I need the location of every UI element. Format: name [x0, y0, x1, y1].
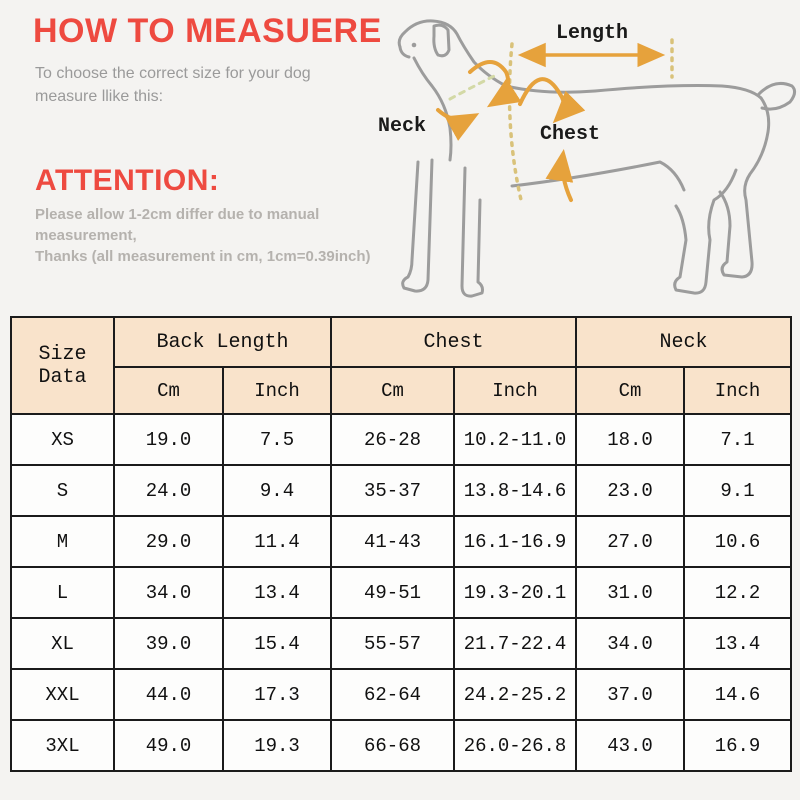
neck-cm: 27.0 [576, 516, 684, 567]
size-label: XXL [11, 669, 114, 720]
neck-cm: 23.0 [576, 465, 684, 516]
back-cm: 34.0 [114, 567, 223, 618]
page-title: HOW TO MEASUERE [33, 12, 382, 50]
back-inch: 19.3 [223, 720, 331, 771]
back-cm: 29.0 [114, 516, 223, 567]
chest-cm: 35-37 [331, 465, 454, 516]
neck-cm: 18.0 [576, 414, 684, 465]
chest-cm: 66-68 [331, 720, 454, 771]
unit-header-neck-cm: Cm [576, 367, 684, 414]
neck-inch: 12.2 [684, 567, 791, 618]
neck-inch: 7.1 [684, 414, 791, 465]
back-cm: 44.0 [114, 669, 223, 720]
size-label: M [11, 516, 114, 567]
unit-header-chest-cm: Cm [331, 367, 454, 414]
chest-cm: 49-51 [331, 567, 454, 618]
neck-cm: 37.0 [576, 669, 684, 720]
neck-inch: 13.4 [684, 618, 791, 669]
length-label: Length [555, 22, 629, 45]
back-inch: 17.3 [223, 669, 331, 720]
table-row-s [11, 465, 791, 516]
unit-header-back-inch: Inch [223, 367, 331, 414]
size-label: 3XL [11, 720, 114, 771]
table-row-m [11, 516, 791, 567]
attention-line2: Thanks (all measurement in cm, 1cm=0.39inch) [35, 248, 371, 265]
neck-cm: 43.0 [576, 720, 684, 771]
neck-inch: 9.1 [684, 465, 791, 516]
neck-cm: 34.0 [576, 618, 684, 669]
unit-header-neck-inch: Inch [684, 367, 791, 414]
chest-cm: 55-57 [331, 618, 454, 669]
size-chart-table [10, 316, 792, 772]
back-inch: 15.4 [223, 618, 331, 669]
table-row-xxl [11, 669, 791, 720]
neck-arrows [438, 62, 508, 120]
attention-note [35, 204, 395, 267]
chest-label: Chest [539, 123, 601, 146]
back-inch: 7.5 [223, 414, 331, 465]
size-label: S [11, 465, 114, 516]
back-cm: 24.0 [114, 465, 223, 516]
corner-size-data-cell: Size Data [11, 317, 114, 414]
back-inch: 11.4 [223, 516, 331, 567]
neck-inch: 14.6 [684, 669, 791, 720]
neck-label: Neck [378, 115, 427, 138]
neck-inch: 16.9 [684, 720, 791, 771]
attention-line1: Please allow 1-2cm differ due to manual measurement, [35, 206, 320, 244]
attention-heading: ATTENTION: [35, 164, 220, 197]
neck-cm: 31.0 [576, 567, 684, 618]
neck-inch: 10.6 [684, 516, 791, 567]
chest-cm: 26-28 [331, 414, 454, 465]
table-row-3xl [11, 720, 791, 771]
back-cm: 49.0 [114, 720, 223, 771]
back-cm: 19.0 [114, 414, 223, 465]
chest-inch: 10.2-11.0 [454, 414, 576, 465]
back-inch: 9.4 [223, 465, 331, 516]
chest-cm: 41-43 [331, 516, 454, 567]
back-inch: 13.4 [223, 567, 331, 618]
chest-inch: 16.1-16.9 [454, 516, 576, 567]
chest-cm: 62-64 [331, 669, 454, 720]
size-label: L [11, 567, 114, 618]
table-row-l [11, 567, 791, 618]
length-dotted-guides [509, 40, 672, 204]
column-group-chest: Chest [331, 317, 576, 367]
size-label: XL [11, 618, 114, 669]
table-row-xl [11, 618, 791, 669]
chest-inch: 24.2-25.2 [454, 669, 576, 720]
unit-header-chest-inch: Inch [454, 367, 576, 414]
chest-inch: 13.8-14.6 [454, 465, 576, 516]
intro-subtitle: To choose the correct size for your dog measure llike this: [35, 65, 311, 105]
chest-inch: 19.3-20.1 [454, 567, 576, 618]
column-group-neck: Neck [576, 317, 791, 367]
chest-inch: 26.0-26.8 [454, 720, 576, 771]
column-group-back-length: Back Length [114, 317, 331, 367]
chest-inch: 21.7-22.4 [454, 618, 576, 669]
back-cm: 39.0 [114, 618, 223, 669]
size-label: XS [11, 414, 114, 465]
dog-outline [399, 21, 794, 296]
table-row-xs [11, 414, 791, 465]
unit-header-back-cm: Cm [114, 367, 223, 414]
dog-measure-diagram [370, 0, 800, 310]
neck-girth-dashed-line [450, 74, 498, 99]
